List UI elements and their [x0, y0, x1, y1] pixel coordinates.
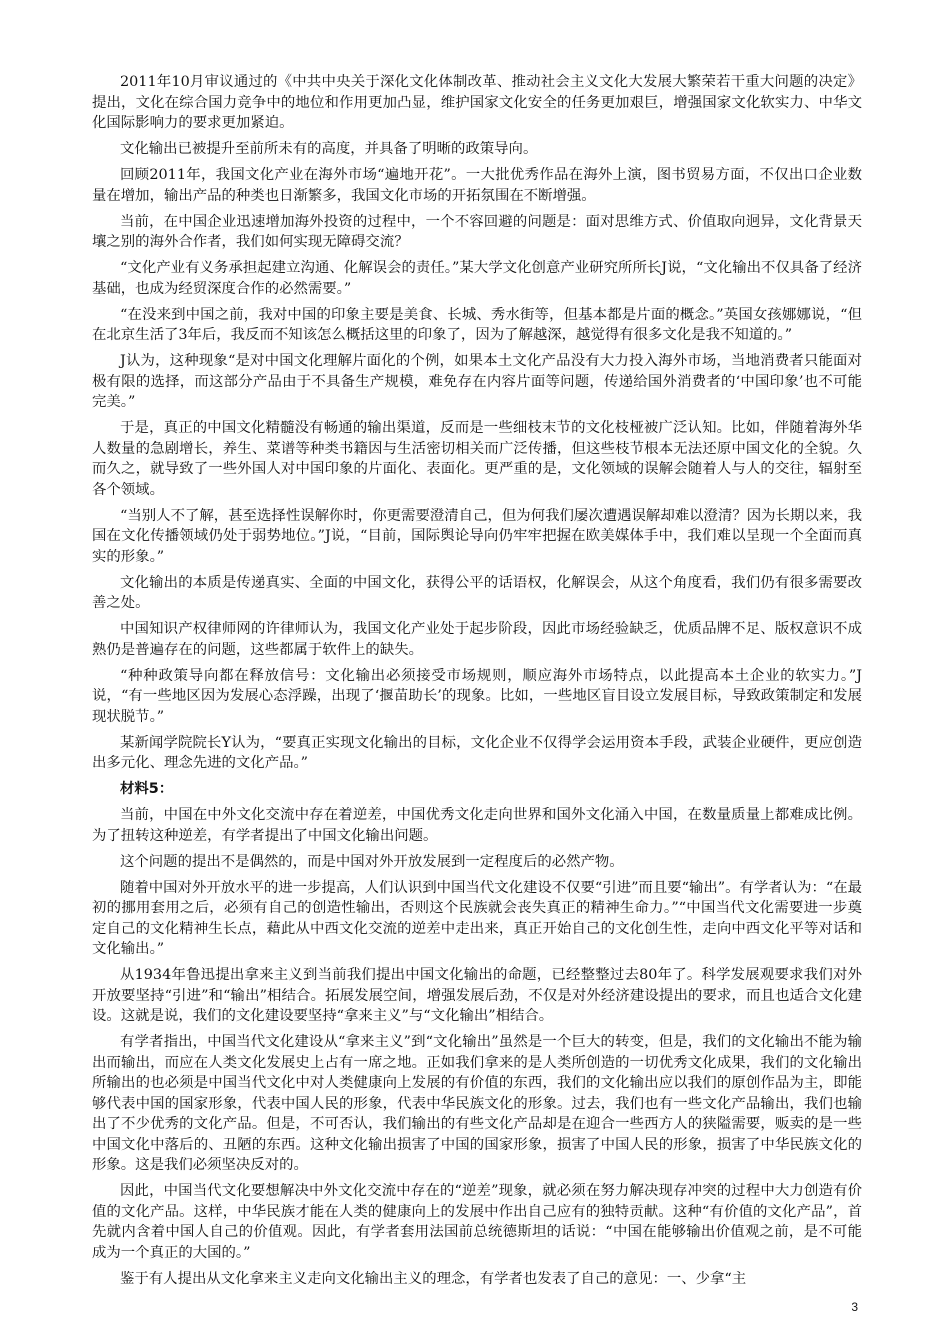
paragraph: 从1934年鲁迅提出拿来主义到当前我们提出中国文化输出的命题，已经整整过去80年了。科学发展观要求我们对外开放要坚持“引进”和“输出”相结合。拓展发展空间，增强发展后劲，不仅是对外经济建设提出的要求，而且也适合文化建设。这就是说，我们的文化建设要坚持“拿来主义”与“文化输出”相结合。 — [92, 967, 862, 1024]
paragraph: 随着中国对外开放水平的进一步提高，人们认识到中国当代文化建设不仅要“引进”而且要“输出”。有学者认为：“在最初的挪用套用之后，必须有自己的创造性输出，否则这个民族就会丧失真正的精神生命力。”“中国当代文化需要进一步奠定自己的文化精神生长点，藉此从中西文化交流的逆差中走出来，真正开始自己的文化创生性，走向中西文化平等对话和文化输出。” — [92, 879, 862, 957]
paragraph: 回顾2011年，我国文化产业在海外市场“遍地开花”。一大批优秀作品在海外上演，图书贸易方面，不仅出口企业数量在增加，输出产品的种类也日渐繁多，我国文化市场的开拓氛围在不断增强。 — [92, 167, 862, 204]
paragraph: 于是，真正的中国文化精髓没有畅通的输出渠道，反而是一些细枝末节的文化枝桠被广泛认知。比如，伴随着海外华人数量的急剧增长，养生、菜谱等种类书籍因与生活密切相关而广泛传播，但这些枝节根本无法还原中国文化的全貌。久而久之，就导致了一些外国人对中国印象的片面化、表面化。更严重的是，文化领域的误解会随着人与人的交往，辐射至各个领域。 — [92, 420, 862, 498]
paragraph: 文化输出的本质是传递真实、全面的中国文化，获得公平的话语权，化解误会，从这个角度看，我们仍有很多需要改善之处。 — [92, 574, 862, 611]
paragraph: 2011年10月审议通过的《中共中央关于深化文化体制改革、推动社会主义文化大发展大繁荣若干重大问题的决定》提出，文化在综合国力竞争中的地位和作用更加凸显，维护国家文化安全的任务更加艰巨，增强国家文化软实力、中华文化国际影响力的要求更加紧迫。 — [92, 74, 862, 131]
section-heading: 材料5： — [120, 781, 174, 797]
paragraph: “在没来到中国之前，我对中国的印象主要是美食、长城、秀水街等，但基本都是片面的概念。”英国女孩娜娜说，“但在北京生活了3年后，我反而不知该怎么概括这里的印象了，因为了解越深，越觉得有很多文化是我不知道的。” — [92, 306, 862, 343]
paragraph: 这个问题的提出不是偶然的，而是中国对外开放发展到一定程度后的必然产物。 — [120, 853, 624, 870]
paragraph: J认为，这种现象“是对中国文化理解片面化的个例，如果本土文化产品没有大力投入海外市场，当地消费者只能面对极有限的选择，而这部分产品由于不具备生产规模，难免存在内容片面等问题，传递给国外消费者的‘中国印象’也不可能完美。” — [92, 353, 862, 410]
paragraph: 中国知识产权律师网的许律师认为，我国文化产业处于起步阶段，因此市场经验缺乏，优质品牌不足、版权意识不成熟仍是普遍存在的问题，这些都属于软件上的缺失。 — [92, 621, 862, 658]
paragraph: 某新闻学院院长Y认为，“要真正实现文化输出的目标，文化企业不仅得学会运用资本手段，武装企业硬件，更应创造出多元化、理念先进的文化产品。” — [92, 734, 862, 771]
paragraph: 因此，中国当代文化要想解决中外文化交流中存在的“逆差”现象，就必须在努力解决现存冲突的过程中大力创造有价值的文化产品。这样，中华民族才能在人类的健康向上的发展中作出自己应有的独特贡献。这种“有价值的文化产品”，首先就内含着中国人自己的价值观。因此，有学者套用法国前总统德斯坦的话说：“中国在能够输出价值观之前，是不可能成为一个真正的大国的。” — [92, 1183, 862, 1261]
paragraph: “当别人不了解，甚至选择性误解你时，你更需要澄清自己，但为何我们屡次遭遇误解却难以澄清？因为长期以来，我国在文化传播领域仍处于弱势地位。”J说，“目前，国际舆论导向仍牢牢把握在欧美媒体手中，我们难以呈现一个全面而真实的形象。” — [92, 507, 862, 565]
paragraph: 当前，在中国企业迅速增加海外投资的过程中，一个不容回避的问题是：面对思维方式、价值取向迥异，文化背景天壤之别的海外合作者，我们如何实现无障碍交流？ — [92, 213, 862, 250]
paragraph: 当前，中国在中外文化交流中存在着逆差，中国优秀文化走向世界和国外文化涌入中国，在数量质量上都难成比例。为了扭转这种逆差，有学者提出了中国文化输出问题。 — [92, 807, 862, 844]
paragraph: “文化产业有义务承担起建立沟通、化解误会的责任。”某大学文化创意产业研究所所长J说，“文化输出不仅具备了经济基础，也成为经贸深度合作的必然需要。” — [92, 260, 862, 297]
paragraph: 鉴于有人提出从文化拿来主义走向文化输出主义的理念，有学者也发表了自己的意见：一、少拿“主 — [120, 1270, 747, 1287]
paragraph: 文化输出已被提升至前所未有的高度，并具备了明晰的政策导向。 — [120, 141, 538, 157]
document-body — [92, 72, 862, 1295]
paragraph: 有学者指出，中国当代文化建设从“拿来主义”到“文化输出”虽然是一个巨大的转变，但是，我们的文化输出不能为输出而输出，而应在人类文化发展史上占有一席之地。正如我们拿来的是人类所创造的一切优秀文化成果，我们的文化输出所输出的也必须是中国当代文化中对人类健康向上发展的有价值的东西，我们的文化输出应以我们的原创作品为主，即能够代表中国的国家形象，代表中国人民的形象，代表中华民族文化的形象。过去，我们也有一些文化产品输出，我们也输出了不少优秀的文化产品。但是，不可否认，我们输出的有些文化产品却是在迎合一些西方人的狭隘需要，贩卖的是一些中国文化中落后的、丑陋的东西。这种文化输出损害了中国的国家形象，损害了中国人民的形象，损害了中华民族文化的形象。这是我们必须坚决反对的。 — [92, 1034, 862, 1173]
paragraph: “种种政策导向都在释放信号：文化输出必须接受市场规则，顺应海外市场特点，以此提高本土企业的软实力。”J说，“有一些地区因为发展心态浮躁，出现了‘揠苗助长’的现象。比如，一些地区盲目设立发展目标，导致政策制定和发展现状脱节。” — [92, 667, 862, 725]
page-number: 3 — [851, 1300, 858, 1314]
